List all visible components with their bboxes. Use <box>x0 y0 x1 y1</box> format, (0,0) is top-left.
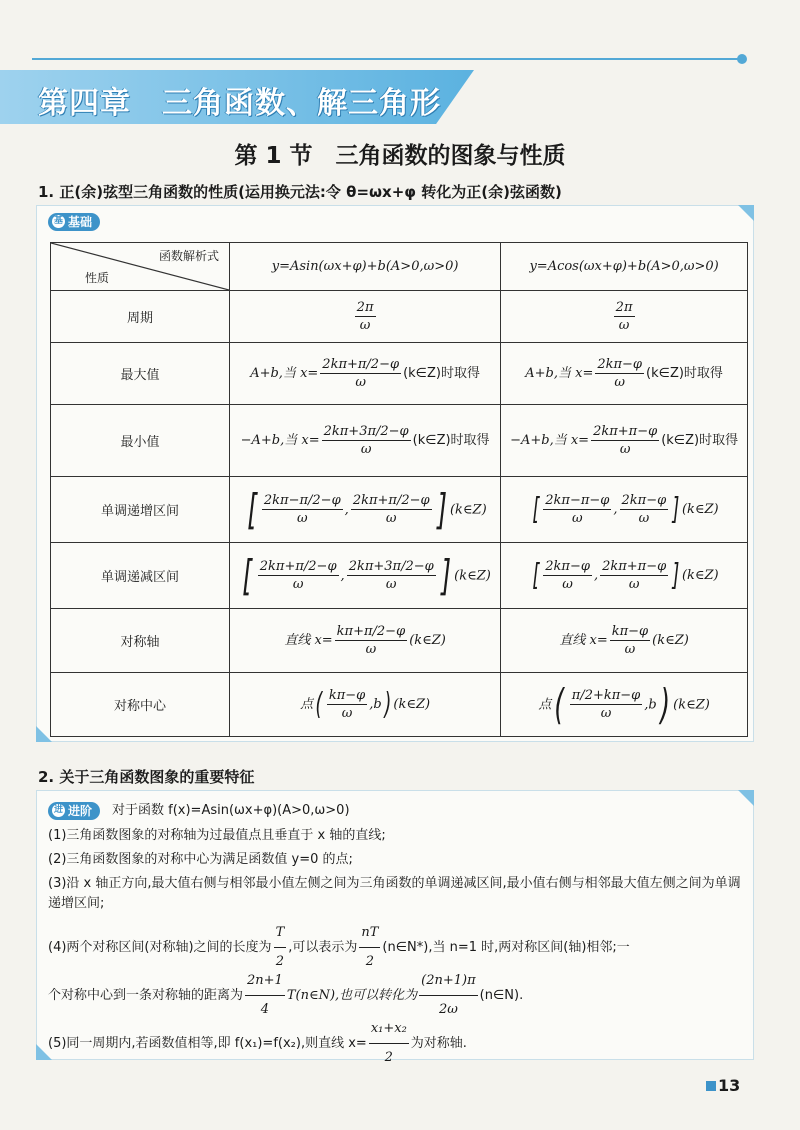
advanced-point-3: (3)沿 x 轴正方向,最大值右侧与相邻最小值左侧之间为三角函数的单调递减区间,最小值右侧与相邻最大值左侧之间为单调递增区间; <box>48 876 741 911</box>
header-dot <box>737 54 747 64</box>
col-header-sin: y=Asin(ωx+φ)+b(A>0,ω>0) <box>230 243 501 291</box>
col-header-cos: y=Acos(ωx+φ)+b(A>0,ω>0) <box>501 243 748 291</box>
row-label-decreasing: 单调递减区间 <box>51 543 230 609</box>
row-label-center: 对称中心 <box>51 673 230 737</box>
axis-sin-fraction: $\frac{k\pi+\pi/2-\varphi}{\omega}$ <box>336 624 406 657</box>
min-cos-prefix: −A+b,当 x= <box>510 433 590 448</box>
section-title: 第 1 节 三角函数的图象与性质 <box>234 143 566 169</box>
min-cos-suffix: (k∈Z)时取得 <box>661 433 739 448</box>
advanced-point-1: (1)三角函数图象的对称轴为过最值点且垂直于 x 轴的直线; <box>48 828 386 843</box>
axis-cos-fraction: $\frac{k\pi-\varphi}{\omega}$ <box>611 624 649 657</box>
dec-cos-left: $\frac{2k\pi-\varphi}{\omega}$ <box>545 559 590 592</box>
row-label-axis: 对称轴 <box>51 609 230 673</box>
axis-cos-kz: (k∈Z) <box>652 633 689 648</box>
fraction-2n1-over-4: $\frac{2n+1}{4}$ <box>245 968 285 1023</box>
row-label-max: 最大值 <box>51 343 230 405</box>
panel-corner <box>738 790 754 806</box>
fraction-x1x2-over-2: $\frac{\text{x₁+x₂}}{2}$ <box>369 1016 409 1071</box>
table-row <box>51 405 748 477</box>
corner-top-label: 函数解析式 <box>158 249 219 263</box>
center-sin-prefix: 点 <box>300 697 314 712</box>
advanced-tag-icon: 进 <box>53 805 63 815</box>
center-cos-kz: (k∈Z) <box>673 697 710 712</box>
axis-sin-prefix: 直线 x= <box>284 633 333 648</box>
open-bracket: [ <box>531 557 539 593</box>
table-row <box>51 673 748 737</box>
center-sin-kz: (k∈Z) <box>393 697 431 712</box>
close-paren: ) <box>660 679 670 729</box>
advanced-point-2: (2)三角函数图象的对称中心为满足函数值 y=0 的点; <box>48 852 353 867</box>
inc-cos-right: $\frac{2k\pi-\varphi}{\omega}$ <box>621 493 667 526</box>
center-cos-b: ,b <box>644 697 657 712</box>
table-header-row <box>51 243 748 291</box>
center-cos-fraction: $\frac{\pi/2+k\pi-\varphi}{\omega}$ <box>571 688 641 721</box>
dec-sin-kz: (k∈Z) <box>454 568 491 583</box>
fraction-T-over-2: $\frac{T}{2}$ <box>274 920 287 975</box>
min-sin-fraction: $\frac{2k\pi+3\pi/2-\varphi}{\omega}$ <box>323 424 409 457</box>
heading-1: 1. 正(余)弦型三角函数的性质(运用换元法:令 θ=ωx+φ 转化为正(余)弦函数) <box>38 183 562 201</box>
row-label-increasing: 单调递增区间 <box>51 477 230 543</box>
advanced-tag-label: 进阶 <box>68 804 93 818</box>
table-row <box>51 343 748 405</box>
basics-tag <box>48 213 100 231</box>
dec-sin-left: $\frac{2k\pi+\pi/2-\varphi}{\omega}$ <box>259 559 337 592</box>
inc-cos-kz: (k∈Z) <box>681 502 719 517</box>
advanced-intro: 对于函数 f(x)=Asin(ωx+φ)(A>0,ω>0) <box>112 803 350 818</box>
period-cos-fraction: $\frac{2\pi}{\omega}$ <box>615 300 633 333</box>
max-cos-suffix: (k∈Z)时取得 <box>646 366 723 381</box>
close-bracket: ] <box>672 491 680 527</box>
min-sin-suffix: (k∈Z)时取得 <box>412 433 490 448</box>
chapter-title: 第四章 三角函数、解三角形 <box>38 86 441 121</box>
center-cos-prefix: 点 <box>538 697 552 712</box>
inc-sin-kz: (k∈Z) <box>449 502 487 517</box>
advanced-point-4-line-1: (4)两个对称区间(对称轴)之间的长度为 $\frac{T}{2}$ ,可以表示为 $\frac{nT}{2}$ (n∈N*),当 n=1 时,两对称区间(轴)相邻;一 <box>48 920 630 975</box>
dec-cos-right: $\frac{2k\pi+\pi-\varphi}{\omega}$ <box>602 559 667 592</box>
corner-bottom-label: 性质 <box>85 271 110 285</box>
inc-sin-right: $\frac{2k\pi+\pi/2-\varphi}{\omega}$ <box>352 493 430 526</box>
inc-sin-left: $\frac{2k\pi-\pi/2-\varphi}{\omega}$ <box>263 493 341 526</box>
max-sin-prefix: A+b,当 x= <box>250 366 319 381</box>
open-bracket: [ <box>531 491 539 527</box>
inc-cos-left: $\frac{2k\pi-\pi-\varphi}{\omega}$ <box>545 493 610 526</box>
heading-2: 2. 关于三角函数图象的重要特征 <box>38 768 255 786</box>
period-sin-fraction: $\frac{2\pi}{\omega}$ <box>356 300 374 333</box>
table-row: 单调递减区间 [ $\frac{2k\pi+\pi/2-\varphi}{\omega}$ , $\frac{2k\pi+3\pi/2-\varphi}{\omega}$ ] (k∈Z) [ $\frac{2k\pi-\varphi}{\omega}$ , $\frac{2k\pi+\pi-\varphi}{\omega}$ ] (k∈Z) <box>51 543 748 609</box>
advanced-point-5: (5)同一周期内,若函数值相等,即 f(x₁)=f(x₂),则直线 x= $\frac{\text{x₁+x₂}}{2}$ 为对称轴. <box>48 1016 467 1071</box>
dec-cos-kz: (k∈Z) <box>681 568 719 583</box>
close-bracket: ] <box>441 550 451 600</box>
close-paren: ) <box>384 686 392 722</box>
center-sin-b: ,b <box>369 697 382 712</box>
fraction-nT-over-2: $\frac{nT}{2}$ <box>359 920 380 975</box>
page-number-marker <box>706 1081 716 1091</box>
table-corner-cell <box>51 243 230 291</box>
axis-sin-kz: (k∈Z) <box>409 633 446 648</box>
advanced-tag <box>48 802 100 820</box>
max-cos-prefix: A+b,当 x= <box>525 366 594 381</box>
min-sin-prefix: −A+b,当 x= <box>240 433 320 448</box>
open-bracket: [ <box>246 484 257 534</box>
header-rule <box>32 58 742 60</box>
table-row <box>51 291 748 343</box>
max-cos-fraction: $\frac{2k\pi-\varphi}{\omega}$ <box>597 357 643 390</box>
open-bracket: [ <box>242 550 253 600</box>
panel-corner <box>738 205 754 221</box>
row-label-period: 周期 <box>51 291 230 343</box>
fraction-2n1pi-over-2w: $\frac{(2n+1)\pi}{2\omega}$ <box>419 968 478 1023</box>
basics-tag-icon: 基 <box>53 216 63 226</box>
open-paren: ( <box>554 679 565 729</box>
table-row: 单调递增区间 [ $\frac{2k\pi-\pi/2-\varphi}{\omega}$ , $\frac{2k\pi+\pi/2-\varphi}{\omega}$ ] (k∈Z) [ $\frac{2k\pi-\pi-\varphi}{\omega}$ , $\frac{2k\pi-\varphi}{\omega}$ ] (k∈Z) <box>51 477 748 543</box>
dec-sin-right: $\frac{2k\pi+3\pi/2-\varphi}{\omega}$ <box>348 559 434 592</box>
close-bracket: ] <box>436 484 447 534</box>
center-sin-fraction: $\frac{k\pi-\varphi}{\omega}$ <box>328 688 366 721</box>
max-sin-suffix: (k∈Z)时取得 <box>403 366 480 381</box>
close-bracket: ] <box>672 557 680 593</box>
properties-table <box>50 242 748 737</box>
basics-tag-label: 基础 <box>68 215 93 229</box>
row-label-min: 最小值 <box>51 405 230 477</box>
min-cos-fraction: $\frac{2k\pi+\pi-\varphi}{\omega}$ <box>593 424 658 457</box>
open-paren: ( <box>315 686 323 722</box>
table-row <box>51 609 748 673</box>
axis-cos-prefix: 直线 x= <box>559 633 608 648</box>
max-sin-fraction: $\frac{2k\pi+\pi/2-\varphi}{\omega}$ <box>322 357 400 390</box>
advanced-point-4-line-2: 个对称中心到一条对称轴的距离为 $\frac{2n+1}{4}$ T(n∈N),也可以转化为 $\frac{(2n+1)\pi}{2\omega}$ (n∈N). <box>48 968 523 1023</box>
page-number: 13 <box>718 1076 741 1095</box>
